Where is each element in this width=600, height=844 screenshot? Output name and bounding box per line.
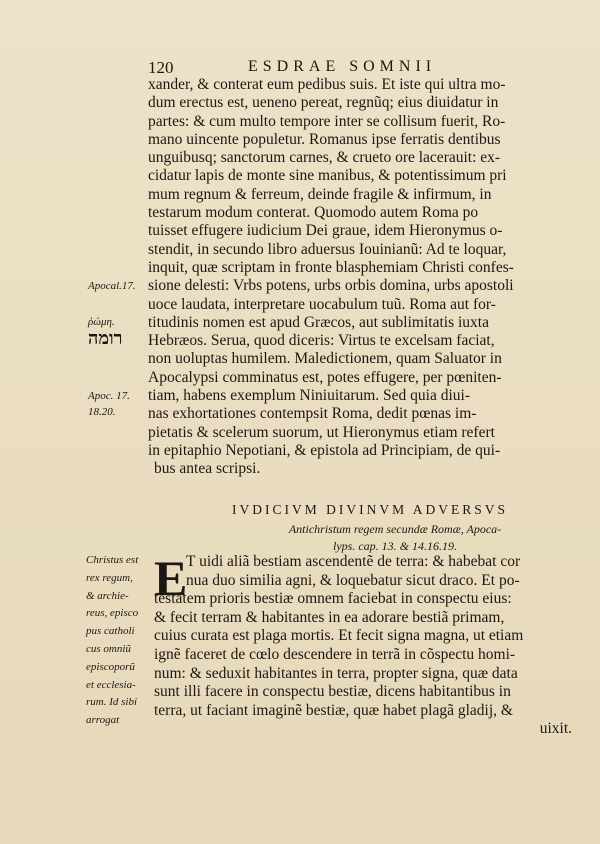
page-number: 120 [148, 58, 174, 77]
text-line: xander, & conterat eum pedibus suis. Et iste qui ultra mo- [148, 76, 506, 93]
text-line: T uidi aliã bestiam ascendentẽ de terra: & habebat cor [186, 553, 521, 570]
margin-greek-word: ῥώμη. [88, 316, 115, 328]
text-line: testatem prioris bestiæ omnem faciebat in conspectu eius: [154, 590, 512, 608]
gloss-line: et ecclesia- [86, 678, 136, 691]
section-heading: IVDICIVM DIVINVM ADVERSVS [231, 502, 508, 517]
text-line: titudinis nomen est apud Græcos, aut sublimitatis iuxta [148, 313, 489, 331]
text-line: nas exhortationes contempsit Roma, dedit pœnas im- [148, 405, 477, 423]
section-subheading [230, 521, 560, 555]
text-line: tuisset effugere iudicium Dei graue, idem Hieronymus o- [148, 222, 503, 240]
gloss-line: reus, episco [86, 607, 139, 620]
gloss-line: & archie- [86, 589, 129, 602]
text-line: tiam, habens exemplum Niniuitarum. Sed quia diui- [148, 387, 470, 405]
text-line: inquit, quæ scriptam in fronte blasphemiam Christi confes- [148, 258, 514, 276]
text-line: mum regnum & ferreum, deinde fragile & infirmum, in [148, 185, 492, 203]
gloss-line: rex regum, [86, 571, 133, 584]
text-line: uixit. [539, 720, 572, 738]
drop-cap-initial: E [154, 550, 188, 606]
gloss-line: pus catholi [86, 625, 135, 638]
text-line: dum erectus est, ueneno pereat, regnũq; eius diuidatur in [148, 94, 499, 112]
text-line: partes: & cum multo tempore inter se collisum fuerit, Ro- [148, 112, 506, 130]
gloss-line: Christus est [86, 554, 139, 566]
subheading-line: Antichristum regem secundæ Romæ, Apoca- [288, 522, 502, 536]
text-line: stendit, in secundo libro aduersus Iouinianũ: Ad te loquar, [148, 240, 507, 258]
text-line: cidatur lapis de monte sine manibus, & potentissimum pri [148, 167, 507, 185]
text-line: terra, ut faciant imaginẽ bestiæ, quæ habet plagã gladij, & [154, 701, 513, 719]
text-line: uoce laudata, interpretare uocabulum tuũ. Roma aut for- [148, 295, 496, 313]
text-line: nua duo similia agni, & loquebatur sicut draco. Et po- [186, 571, 520, 589]
gloss-line: episcoporũ [86, 660, 135, 673]
text-line: bus antea scripsi. [154, 460, 261, 478]
subheading-line: lyps. cap. 13. & 14.16.19. [333, 539, 457, 553]
margin-hebrew-word: רומה [88, 328, 123, 348]
left-margin-gloss [86, 552, 150, 730]
text-line: ignẽ faceret de cœlo descendere in terrã in cõspectu homi- [154, 645, 516, 663]
text-line: pietatis & scelerum suorum, ut Hieronymus etiam refert [148, 423, 495, 441]
text-line: unguibusq; sanctorum carnes, & crueto ore lacerauit: ex- [148, 149, 501, 167]
text-line: mano uincente populetur. Romanus ipse ferratis dentibus [148, 130, 501, 148]
text-line: non uoluptas humilem. Maledictionem, quam Saluator in [148, 350, 502, 368]
text-line: in epitaphio Nepotiani, & epistola ad Principiam, de qui- [148, 441, 501, 459]
text-line: Hebræos. Serua, quod diceris: Virtus te excelsam faciat, [148, 332, 495, 350]
text-line: testarum modum conterat. Quomodo autem Roma po [148, 204, 479, 222]
revelation-text-block [154, 550, 578, 739]
gloss-line: cus omniũ [86, 642, 131, 655]
gloss-line: rum. Id sibi [86, 696, 138, 709]
margin-ref-apoc-verses: 18.20. [88, 406, 116, 418]
running-head: ESDRAE SOMNII [248, 58, 437, 75]
text-line: Apocalypsi comminatus est, potes effugere, per pœniten- [148, 368, 502, 386]
text-line: cuius curata est plaga mortis. Et fecit signa magna, ut etiam [154, 627, 524, 645]
gloss-line: arrogat [86, 714, 120, 727]
text-line: sunt illi facere in conspectu bestiæ, dicens habitantibus in [154, 683, 511, 701]
main-text-block [148, 76, 578, 479]
text-line: & fecit terram & habitantes in ea adorare bestiã primam, [154, 608, 505, 626]
text-line: num: & seduxit habitantes in terra, propter signa, quæ data [154, 664, 518, 682]
margin-ref-apoc: Apoc. 17. [88, 390, 130, 402]
text-line: sione delesti: Vrbs potens, urbs orbis domina, urbs apostoli [148, 277, 514, 295]
margin-ref-apocal: Apocal.17. [88, 280, 136, 292]
